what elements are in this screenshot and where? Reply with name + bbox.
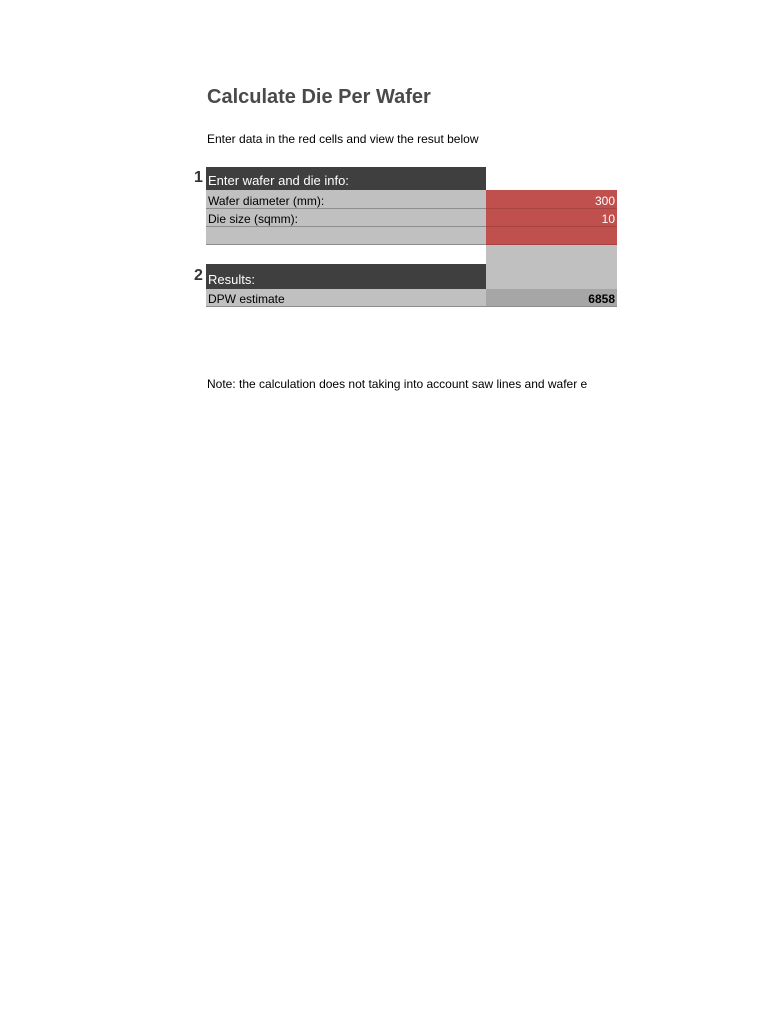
die-size-input[interactable]: 10: [486, 209, 617, 227]
instruction-text: Enter data in the red cells and view the resut below: [207, 132, 479, 146]
input-table: [206, 167, 617, 307]
section1-header: Enter wafer and die info:: [206, 167, 486, 190]
table-row: [206, 227, 617, 245]
dpw-estimate-value: 6858: [486, 289, 617, 307]
table-row: [206, 289, 617, 307]
dpw-estimate-label: DPW estimate: [206, 289, 486, 307]
empty-input[interactable]: [486, 227, 617, 245]
spacer-row: [206, 245, 617, 264]
section1-header-row: [206, 167, 617, 190]
spacer-right: [486, 245, 617, 264]
empty-label: [206, 227, 486, 245]
wafer-diameter-label: Wafer diameter (mm):: [206, 190, 486, 209]
section2-header-row: [206, 264, 617, 289]
die-size-label: Die size (sqmm):: [206, 209, 486, 227]
section1-header-blank: [486, 167, 617, 190]
wafer-diameter-input[interactable]: 300: [486, 190, 617, 209]
note-text: Note: the calculation does not taking into account saw lines and wafer e: [207, 377, 588, 391]
spacer-left: [206, 245, 486, 264]
table-row: [206, 190, 617, 209]
section2-header-blank: [486, 264, 617, 289]
section2-header: Results:: [206, 264, 486, 289]
step-number-1: 1: [194, 169, 203, 186]
table-row: [206, 209, 617, 227]
step-number-2: 2: [194, 267, 203, 284]
page-title: Calculate Die Per Wafer: [207, 86, 431, 108]
